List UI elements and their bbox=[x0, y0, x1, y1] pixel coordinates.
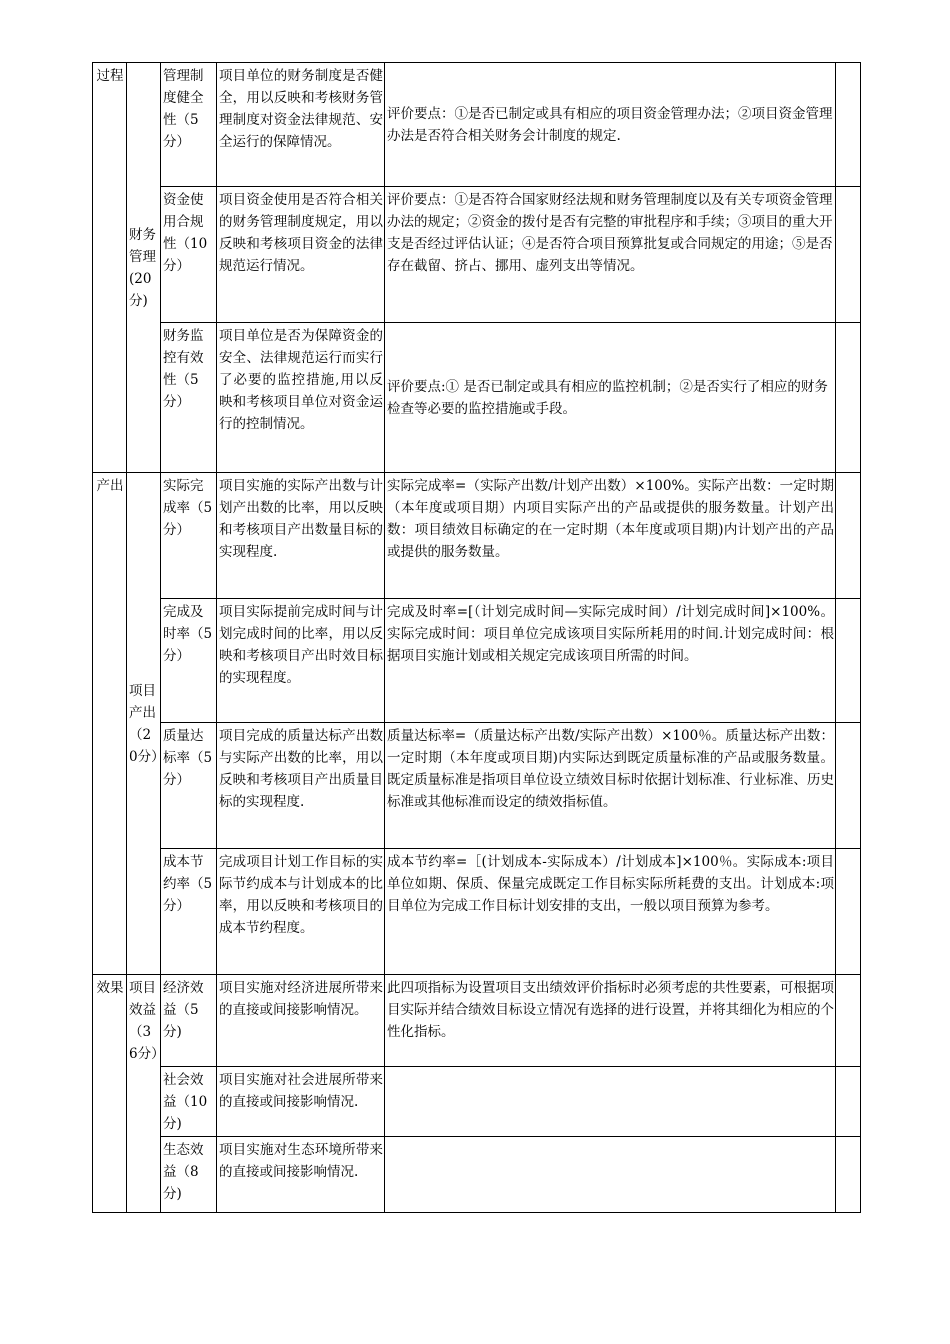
table-row bbox=[93, 723, 861, 849]
score-cell bbox=[836, 63, 861, 187]
level1-effect: 效果 bbox=[93, 975, 127, 1213]
indicator-desc: 项目资金使用是否符合相关的财务管理制度规定，用以反映和考核项目资金的法律规范运行情况。 bbox=[217, 187, 385, 323]
indicator-desc: 项目完成的质量达标产出数与实际产出数的比率，用以反映和考核项目产出质量目标的实现程度. bbox=[217, 723, 385, 849]
table-row bbox=[93, 63, 861, 187]
indicator-criteria: 评价要点:① 是否已制定或具有相应的监控机制；②是否实行了相应的财务检查等必要的监控措施或手段。 bbox=[385, 323, 836, 473]
indicator-name: 资金使用合规性（10分） bbox=[161, 187, 217, 323]
indicator-criteria: 成本节约率=［(计划成本-实际成本）/计划成本]×100％。实际成本:项目单位如期、保质、保量完成既定工作目标实际所耗费的支出。计划成本:项目单位为完成工作目标计划安排的支出，一般以项目预算为参考。 bbox=[385, 849, 836, 975]
indicator-criteria: 实际完成率=（实际产出数/计划产出数）×100%。实际产出数：一定时期（本年度或项目期）内项目实际产出的产品或提供的服务数量。计划产出数：项目绩效目标确定的在一定时期（本年度或项目期)内计划产出的产品或提供的服务数量。 bbox=[385, 473, 836, 599]
indicator-name: 财务监控有效性（5分） bbox=[161, 323, 217, 473]
table-row bbox=[93, 323, 861, 473]
indicator-criteria bbox=[385, 1067, 836, 1137]
table-row bbox=[93, 187, 861, 323]
indicator-criteria: 质量达标率=（质量达标产出数/实际产出数）×100％。质量达标产出数：一定时期（本年度或项目期)内实际达到既定质量标准的产品或服务数量。既定质量标准是指项目单位设立绩效目标时依据计划标准、行业标准、历史标准或其他标准而设定的绩效指标值。 bbox=[385, 723, 836, 849]
score-cell bbox=[836, 323, 861, 473]
evaluation-index-table bbox=[92, 62, 861, 1213]
indicator-desc: 项目实施的实际产出数与计划产出数的比率，用以反映和考核项目产出数量目标的实现程度. bbox=[217, 473, 385, 599]
score-cell bbox=[836, 473, 861, 599]
level2-project-output: 项目产出（20分） bbox=[127, 473, 161, 975]
indicator-name: 生态效益（8分) bbox=[161, 1137, 217, 1213]
score-cell bbox=[836, 1137, 861, 1213]
indicator-desc: 项目单位是否为保障资金的安全、法律规范运行而实行了必要的监控措施,用以反映和考核项目单位对资金运行的控制情况。 bbox=[217, 323, 385, 473]
indicator-name: 成本节约率（5分） bbox=[161, 849, 217, 975]
indicator-criteria: 评价要点：①是否符合国家财经法规和财务管理制度以及有关专项资金管理办法的规定；②资金的拨付是否有完整的审批程序和手续；③项目的重大开支是否经过评估认证；④是否符合项目预算批复或合同规定的用途；⑤是否存在截留、挤占、挪用、虚列支出等情况。 bbox=[385, 187, 836, 323]
level2-project-benefit: 项目效益（36分） bbox=[127, 975, 161, 1213]
score-cell bbox=[836, 187, 861, 323]
indicator-criteria: 完成及时率=[（计划完成时间—实际完成时间）/计划完成时间]×100%。实际完成时间：项目单位完成该项目实际所耗用的时间.计划完成时间：根据项目实施计划或相关规定完成该项目所需的时间。 bbox=[385, 599, 836, 723]
indicator-criteria bbox=[385, 1137, 836, 1213]
indicator-name: 实际完成率（5分） bbox=[161, 473, 217, 599]
table-row bbox=[93, 1067, 861, 1137]
indicator-desc: 项目实际提前完成时间与计划完成时间的比率，用以反映和考核项目产出时效目标的实现程度。 bbox=[217, 599, 385, 723]
table-row bbox=[93, 473, 861, 599]
indicator-name: 经济效益（5分) bbox=[161, 975, 217, 1067]
table-row bbox=[93, 599, 861, 723]
indicator-criteria: 评价要点：①是否已制定或具有相应的项目资金管理办法；②项目资金管理办法是否符合相关财务会计制度的规定. bbox=[385, 63, 836, 187]
score-cell bbox=[836, 1067, 861, 1137]
table-row bbox=[93, 849, 861, 975]
indicator-name: 质量达标率（5分） bbox=[161, 723, 217, 849]
table-row bbox=[93, 975, 861, 1067]
indicator-desc: 项目实施对生态环境所带来的直接或间接影响情况. bbox=[217, 1137, 385, 1213]
indicator-desc: 项目实施对社会进展所带来的直接或间接影响情况. bbox=[217, 1067, 385, 1137]
indicator-desc: 项目实施对经济进展所带来的直接或间接影响情况。 bbox=[217, 975, 385, 1067]
indicator-criteria: 此四项指标为设置项目支出绩效评价指标时必须考虑的共性要素，可根据项目实际并结合绩效目标设立情况有选择的进行设置，并将其细化为相应的个性化指标。 bbox=[385, 975, 836, 1067]
score-cell bbox=[836, 975, 861, 1067]
indicator-desc: 完成项目计划工作目标的实际节约成本与计划成本的比率，用以反映和考核项目的成本节约程度。 bbox=[217, 849, 385, 975]
table-row bbox=[93, 1137, 861, 1213]
indicator-name: 完成及时率（5分） bbox=[161, 599, 217, 723]
level2-financial-management: 财务管理(20分) bbox=[127, 63, 161, 473]
indicator-desc: 项目单位的财务制度是否健全，用以反映和考核财务管理制度对资金法律规范、安全运行的保障情况。 bbox=[217, 63, 385, 187]
score-cell bbox=[836, 849, 861, 975]
level1-process: 过程 bbox=[93, 63, 127, 473]
level1-output: 产出 bbox=[93, 473, 127, 975]
score-cell bbox=[836, 723, 861, 849]
indicator-name: 管理制度健全性（5分） bbox=[161, 63, 217, 187]
indicator-name: 社会效益（10分) bbox=[161, 1067, 217, 1137]
score-cell bbox=[836, 599, 861, 723]
